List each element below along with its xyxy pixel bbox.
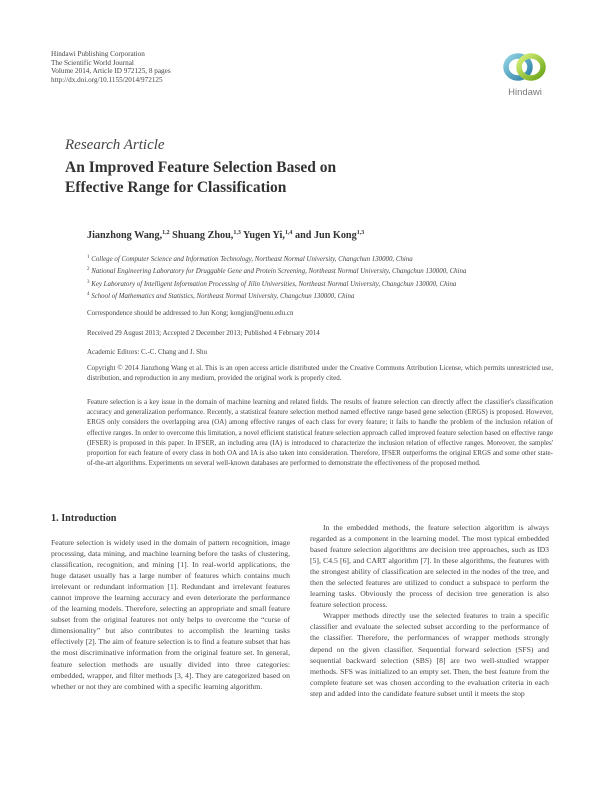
paper-title xyxy=(65,158,485,198)
affiliation-item xyxy=(87,265,466,277)
copyright-notice: Copyright © 2014 Jianzhong Wang et al. This is an open access article distributed under the Creative Commons Attribution License, which permits unrestricted use, distribution, and reproduction in any medium, provided the original work is properly cited. xyxy=(87,364,553,383)
author-affil: 1,3 xyxy=(356,230,365,236)
affil-number: 1 xyxy=(87,255,90,260)
paragraph: In the embedded methods, the feature selection algorithm is always regarded as a component in the learning model. The most typical embedded based feature selection algorithms are decision tree approaches, such as ID3 [5], C4.5 [6], and CART algorithm [7]. In these algorithms, the features with the strongest ability of classification are selected in the nodes of the tree, and then the selected features are utilized to conduct a subspace to perform the learning tasks. Obviously the process of decision tree generation is also feature selection process. xyxy=(310,523,549,610)
affil-number: 4 xyxy=(87,291,90,297)
academic-editors: Academic Editors: C.-C. Chang and J. Shu xyxy=(87,348,207,356)
affil-text: School of Mathematics and Statistics, Northeast Normal University, Changchun 130000, China xyxy=(91,292,355,300)
affiliation-item xyxy=(87,253,466,265)
author-name: Shuang Zhou, xyxy=(172,230,234,241)
author-list xyxy=(87,230,364,241)
hindawi-logo-text: Hindawi xyxy=(508,87,542,98)
affiliation-item xyxy=(87,278,466,290)
affiliation-list xyxy=(87,253,466,302)
doi-link[interactable]: http://dx.doi.org/10.1155/2014/972125 xyxy=(51,75,163,84)
abstract: Feature selection is a key issue in the domain of machine learning and related fields. The results of feature selection can directly affect the classifier's classification accuracy and generalization performance. Recently, a statistical feature selection method named effective range based gene selection (ERGS) is proposed. However, ERGS only considers the overlapping area (OA) among effective ranges of each class for every feature; it fails to handle the problem of the inclusion relation of effective ranges. In order to overcome this limitation, a novel efficient statistical feature selection approach called improved feature selection based on effective range (IFSER) is proposed in this paper. In IFSER, an including area (IA) is introduced to characterize the inclusion relation of effective ranges. Moreover, the samples' proportion for each feature of every class in both OA and IA is also taken into consideration. Therefore, IFSER outperforms the original ERGS and some other state-of-the-art algorithms. Experiments on several well-known databases are performed to demonstrate the effectiveness of the proposed method. xyxy=(87,398,553,468)
author-name: Yugen Yi, xyxy=(243,230,285,241)
title-line-1: An Improved Feature Selection Based on xyxy=(65,159,337,176)
affil-text: Key Laboratory of Intelligent Information Processing of Jilin Universities, Northeast Normal University, Changchun 130000, China xyxy=(91,280,457,288)
body-column-left xyxy=(51,537,290,692)
journal-header xyxy=(51,50,171,84)
author-name: Jianzhong Wang, xyxy=(87,230,163,241)
paragraph: Wrapper methods directly use the selected features to train a specific classifier and evaluate the selected subset according to the performance of the classifier. Therefore, the performances of wrapper methods strongly depend on the given classifier. Sequential forward selection (SFS) and sequential backward selection (SBS) [8] are two well-studied wrapper methods. SFS was initialized to an empty set. Then, the best feature from the complete feature set was chosen according to the evaluation criteria in each step and added into the candidate feature subset until it meets the stop xyxy=(310,611,549,698)
author-name: and Jun Kong xyxy=(294,230,357,241)
author-affil: 1,2 xyxy=(162,230,170,236)
title-line-2: Effective Range for Classification xyxy=(65,179,287,196)
affiliation-item xyxy=(87,290,466,302)
article-type: Research Article xyxy=(65,137,165,153)
affil-number: 3 xyxy=(87,279,90,285)
affil-number: 2 xyxy=(87,267,90,273)
paragraph: Feature selection is widely used in the domain of pattern recognition, image processing, data mining, and machine learning before the tasks of clustering, classification, recognition, and mining [1]. In real-world applications, the huge dataset usually has a large number of features which contains much irrelevant or redundant information [1]. Redundant and irrelevant features cannot improve the learning accuracy and even deteriorate the performance of the learning models. Therefore, selecting an appropriate and small feature subset from the original features not only helps to overcome the “curse of dimensionality” but also contributes to accomplish the learning tasks effectively [2]. The aim of feature selection is to find a feature subset that has the most discriminative information from the original feature set. In general, feature selection methods are usually divided into three categories: embedded, wrapper, and filter methods [3, 4]. They are categorized based on whether or not they are combined with a specific learning algorithm. xyxy=(51,538,290,691)
volume-info: Volume 2014, Article ID 972125, 8 pages xyxy=(51,67,171,76)
section-heading-introduction: 1. Introduction xyxy=(51,513,117,524)
journal-name: The Scientific World Journal xyxy=(51,58,134,67)
correspondence: Correspondence should be addressed to Jun Kong; kongjun@nenu.edu.cn xyxy=(87,309,294,317)
affil-text: College of Computer Science and Information Technology, Northeast Normal University, Changchun 130000, China xyxy=(91,256,413,263)
publisher-name: Hindawi Publishing Corporation xyxy=(51,50,145,58)
affil-text: National Engineering Laboratory for Druggable Gene and Protein Screening, Northeast Normal University, Changchun 130000, China xyxy=(91,268,467,276)
publication-dates: Received 29 August 2013; Accepted 2 December 2013; Published 4 February 2014 xyxy=(87,329,320,337)
author-affil: 1,3 xyxy=(233,230,241,236)
author-affil: 1,4 xyxy=(284,230,293,236)
body-column-right xyxy=(310,522,549,699)
